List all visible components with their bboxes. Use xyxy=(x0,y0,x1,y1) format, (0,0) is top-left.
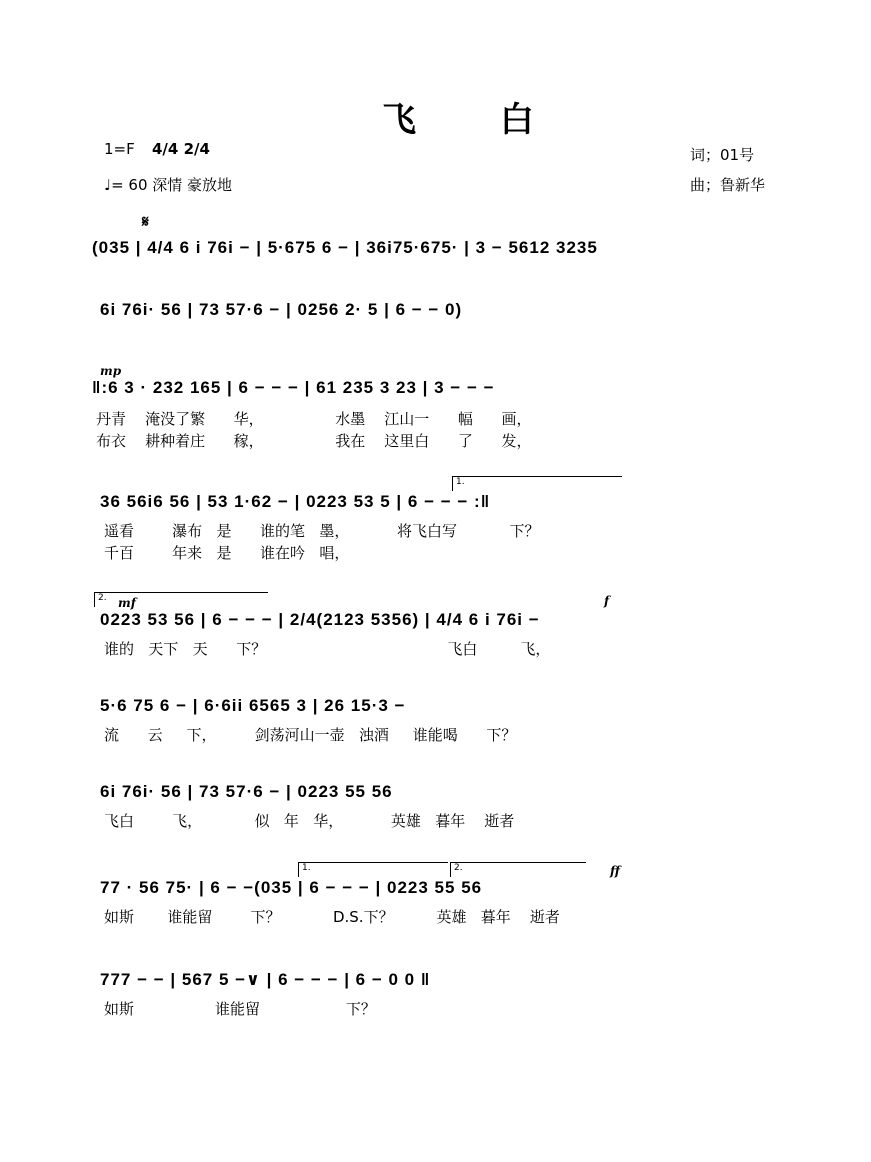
lyric-line-3-verse-2: 布衣 耕种着庄 稼， 我在 这里白 了 发， xyxy=(96,432,532,450)
notes-line-4: 36 56i6 56 | 53 1·62 − | 0223 53 5 | 6 − − − :‖ xyxy=(100,492,491,511)
lyricist-credit: 词；01号 xyxy=(690,146,755,164)
first-ending-bracket xyxy=(452,476,622,491)
lyric-line-9: 如斯 谁能留 下？ xyxy=(104,1000,376,1018)
time-signature: 4/4 2/4 xyxy=(152,140,210,158)
lyric-line-7: 飞白 飞， 似 年 华， 英雄 暮年 逝者 xyxy=(104,812,515,830)
first-ending-label: 1. xyxy=(456,477,465,487)
lyric-line-6: 流 云 下， 剑荡河山一壶 浊酒 谁能喝 下？ xyxy=(104,726,517,744)
notes-line-8: 77 · 56 75· | 6 − −(035 | 6 − − − | 0223 55 56 xyxy=(100,878,483,897)
lyric-line-4-verse-1: 遥看 瀑布 是 谁的笔 墨， 将飞白写 下？ xyxy=(104,522,540,540)
first-ending-bracket-2 xyxy=(298,862,448,877)
second-ending-label-2: 2. xyxy=(454,863,463,873)
song-title: 飞 白 xyxy=(382,100,570,140)
notes-line-2: 6i 76i· 56 | 73 57·6 − | 0256 2· 5 | 6 − − 0) xyxy=(100,300,463,319)
notes-line-5: 0223 53 56 | 6 − − − | 2/4(2123 5356) | 4/4 6 i 76i − xyxy=(100,610,540,629)
notes-line-1: (035 | 4/4 6 i 76i − | 5·675 6 − | 36i75·675· | 3 − 5612 3235 xyxy=(92,238,598,257)
notes-line-7: 6i 76i· 56 | 73 57·6 − | 0223 55 56 xyxy=(100,782,393,801)
notes-line-6: 5·6 75 6 − | 6·6ii 6565 3 | 26 15·3 − xyxy=(100,696,406,715)
key-signature: 1=F xyxy=(104,140,135,158)
mf-dynamic: mf xyxy=(118,596,136,610)
mp-dynamic: mp xyxy=(100,364,122,378)
composer-credit: 曲；鲁新华 xyxy=(690,176,766,194)
second-ending-label: 2. xyxy=(98,593,107,603)
lyric-line-5: 谁的 天下 天 下？ 飞白 飞， xyxy=(104,640,551,658)
lyric-line-3-verse-1: 丹青 淹没了繁 华， 水墨 江山一 幅 画， xyxy=(96,410,532,428)
tempo-marking: ♩= 60 深情 豪放地 xyxy=(104,176,233,194)
second-ending-bracket-2 xyxy=(450,862,586,877)
ff-dynamic: ff xyxy=(610,864,620,878)
segno-mark: 𝄋 xyxy=(142,212,149,231)
lyric-line-4-verse-2: 千百 年来 是 谁在吟 唱， xyxy=(104,544,350,562)
first-ending-label-2: 1. xyxy=(302,863,311,873)
notes-line-3: ‖:6 3 · 232 165 | 6 − − − | 61 235 3 23 | 3 − − − xyxy=(92,378,495,397)
lyric-line-8: 如斯 谁能留 下？ D.S.下？ 英雄 暮年 逝者 xyxy=(104,908,560,926)
notes-line-9: 777 − − | 567 5 −∨ | 6 − − − | 6 − 0 0 ‖ xyxy=(100,970,431,989)
f-dynamic: f xyxy=(604,594,610,608)
